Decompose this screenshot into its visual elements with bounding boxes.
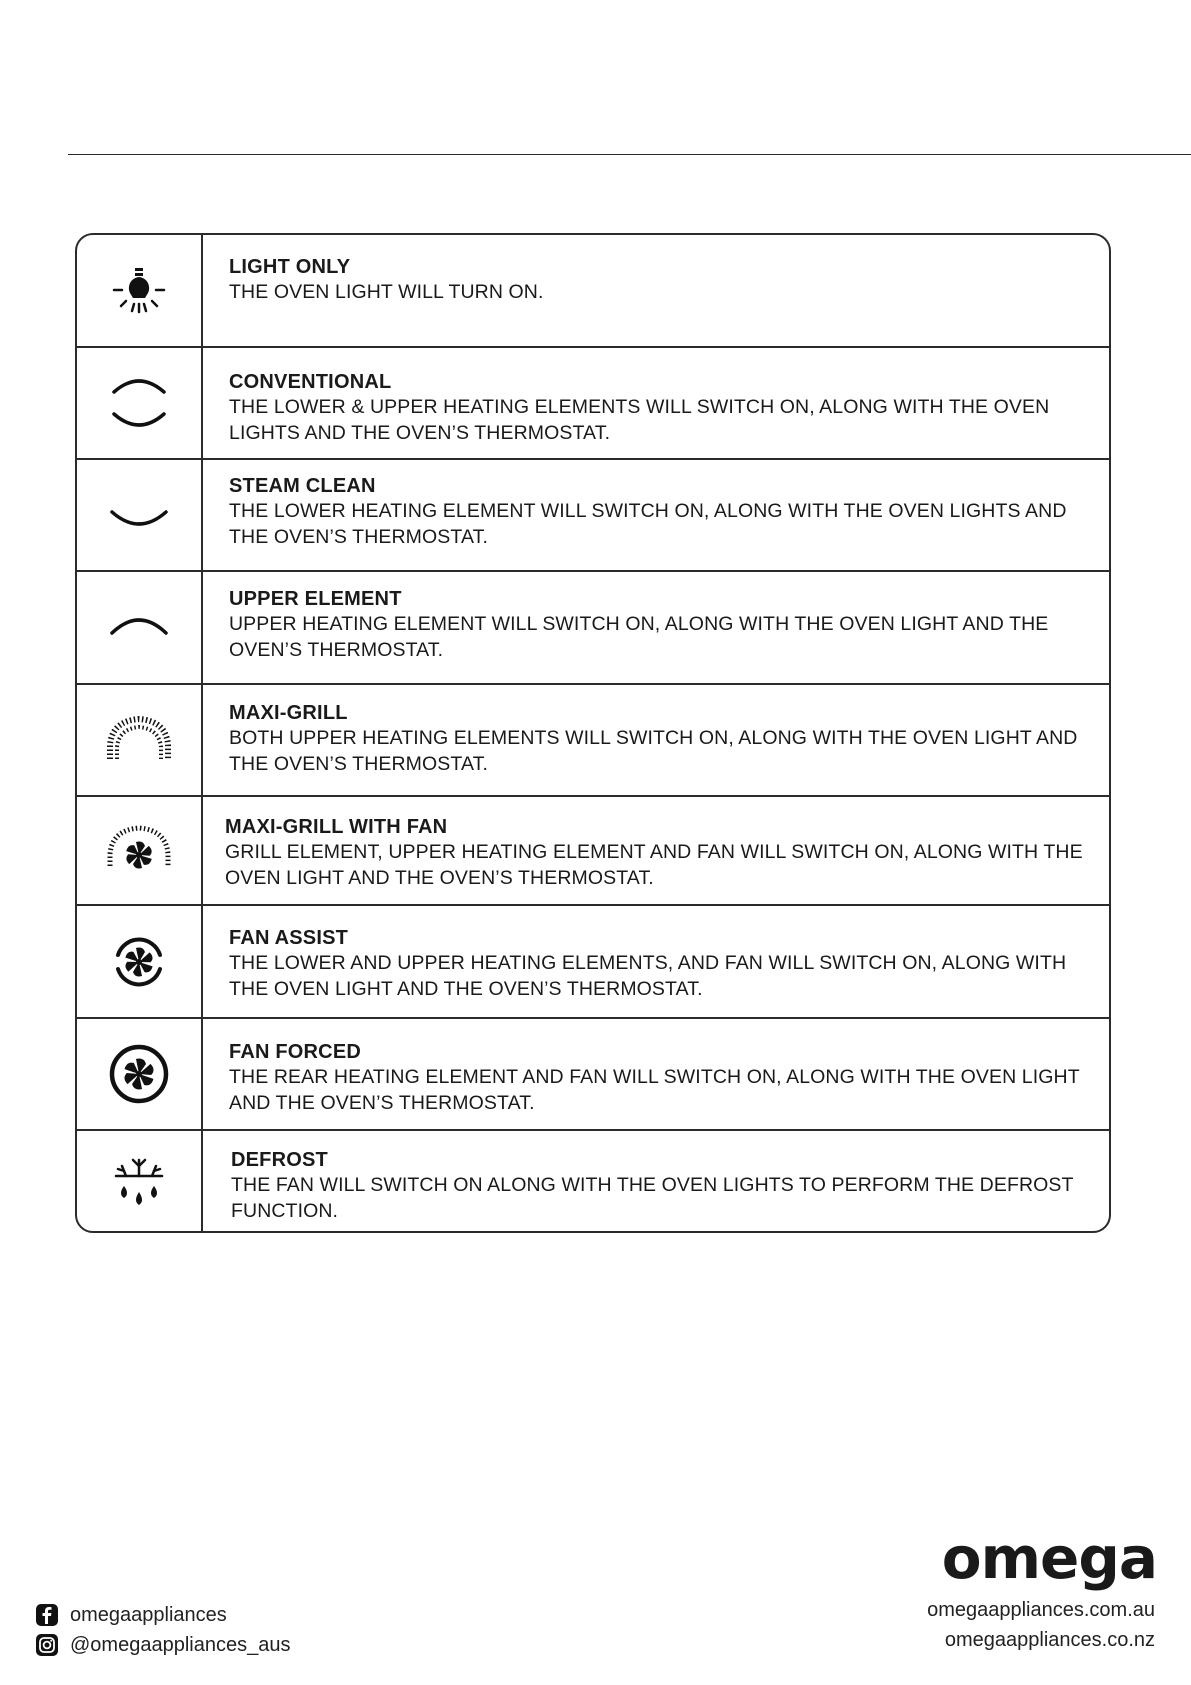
function-description: UPPER HEATING ELEMENT WILL SWITCH ON, ALONG WITH THE OVEN LIGHT AND THE OVEN’S THERMOSTAT. — [229, 613, 1049, 661]
facebook-link[interactable] — [36, 1601, 290, 1629]
conventional-icon — [104, 368, 174, 438]
function-row-defrost — [77, 1131, 1109, 1233]
function-description: GRILL ELEMENT, UPPER HEATING ELEMENT AND FAN WILL SWITCH ON, ALONG WITH THE OVEN LIGHT AND THE OVEN’S THERMOSTAT. — [225, 841, 1083, 889]
function-name: FAN FORCED — [229, 1041, 361, 1063]
defrost-icon — [104, 1148, 174, 1218]
function-name: FAN ASSIST — [229, 927, 349, 949]
function-row-conventional — [77, 348, 1109, 460]
brand-block — [927, 1526, 1155, 1656]
icon-cell — [77, 685, 203, 795]
maxi-grill-fan-icon — [104, 816, 174, 886]
function-name: LIGHT ONLY — [229, 256, 351, 278]
social-links — [36, 1601, 290, 1661]
upper-element-icon — [104, 593, 174, 663]
icon-cell — [77, 1019, 203, 1129]
icon-cell — [77, 460, 203, 570]
icon-cell — [77, 235, 203, 346]
function-description: THE LOWER & UPPER HEATING ELEMENTS WILL SWITCH ON, ALONG WITH THE OVEN LIGHTS AND THE OVEN’S THERMOSTAT. — [229, 396, 1050, 444]
lower-element-icon — [104, 480, 174, 550]
function-name: CONVENTIONAL — [229, 371, 392, 393]
facebook-handle: omegaappliances — [70, 1603, 227, 1626]
function-name: MAXI-GRILL — [229, 702, 348, 724]
function-description: BOTH UPPER HEATING ELEMENTS WILL SWITCH ON, ALONG WITH THE OVEN LIGHT AND THE OVEN’S THERMOSTAT. — [229, 727, 1078, 775]
fan-assist-icon — [104, 927, 174, 997]
function-description: THE LOWER HEATING ELEMENT WILL SWITCH ON, ALONG WITH THE OVEN LIGHTS AND THE OVEN’S THERMOSTAT. — [229, 500, 1067, 548]
instagram-link[interactable] — [36, 1631, 290, 1659]
function-row-light-only — [77, 235, 1109, 348]
function-name: UPPER ELEMENT — [229, 588, 402, 610]
oven-functions-table — [75, 233, 1111, 1233]
instagram-handle: @omegaappliances_aus — [70, 1633, 291, 1656]
function-row-upper-element — [77, 572, 1109, 685]
function-row-maxi-grill — [77, 685, 1109, 797]
instagram-icon — [36, 1634, 58, 1656]
function-row-fan-assist — [77, 906, 1109, 1019]
function-description: THE LOWER AND UPPER HEATING ELEMENTS, AND FAN WILL SWITCH ON, ALONG WITH THE OVEN LIGHT AND THE OVEN’S THERMOSTAT. — [229, 952, 1067, 1000]
function-row-fan-forced — [77, 1019, 1109, 1131]
maxi-grill-icon — [104, 705, 174, 775]
light-bulb-icon — [104, 256, 174, 326]
icon-cell — [77, 906, 203, 1017]
icon-cell — [77, 797, 203, 904]
function-description: THE FAN WILL SWITCH ON ALONG WITH THE OVEN LIGHTS TO PERFORM THE DEFROST FUNCTION. — [231, 1174, 1074, 1222]
brand-logo: omega — [941, 1524, 1157, 1592]
website-nz-link[interactable]: omegaappliances.co.nz — [944, 1629, 1155, 1651]
website-au-link[interactable]: omegaappliances.com.au — [927, 1599, 1155, 1621]
function-name: MAXI-GRILL WITH FAN — [225, 816, 448, 838]
function-description: THE REAR HEATING ELEMENT AND FAN WILL SWITCH ON, ALONG WITH THE OVEN LIGHT AND THE OVEN’S THERMOSTAT. — [229, 1066, 1080, 1114]
header-rule — [68, 154, 1191, 155]
function-description: THE OVEN LIGHT WILL TURN ON. — [229, 281, 544, 303]
fan-forced-icon — [104, 1039, 174, 1109]
icon-cell — [77, 348, 203, 458]
icon-cell — [77, 1131, 203, 1233]
facebook-icon — [36, 1604, 58, 1626]
icon-cell — [77, 572, 203, 683]
function-name: DEFROST — [231, 1149, 328, 1171]
function-row-maxi-grill-with-fan — [77, 797, 1109, 906]
function-row-steam-clean — [77, 460, 1109, 572]
function-name: STEAM CLEAN — [229, 475, 376, 497]
